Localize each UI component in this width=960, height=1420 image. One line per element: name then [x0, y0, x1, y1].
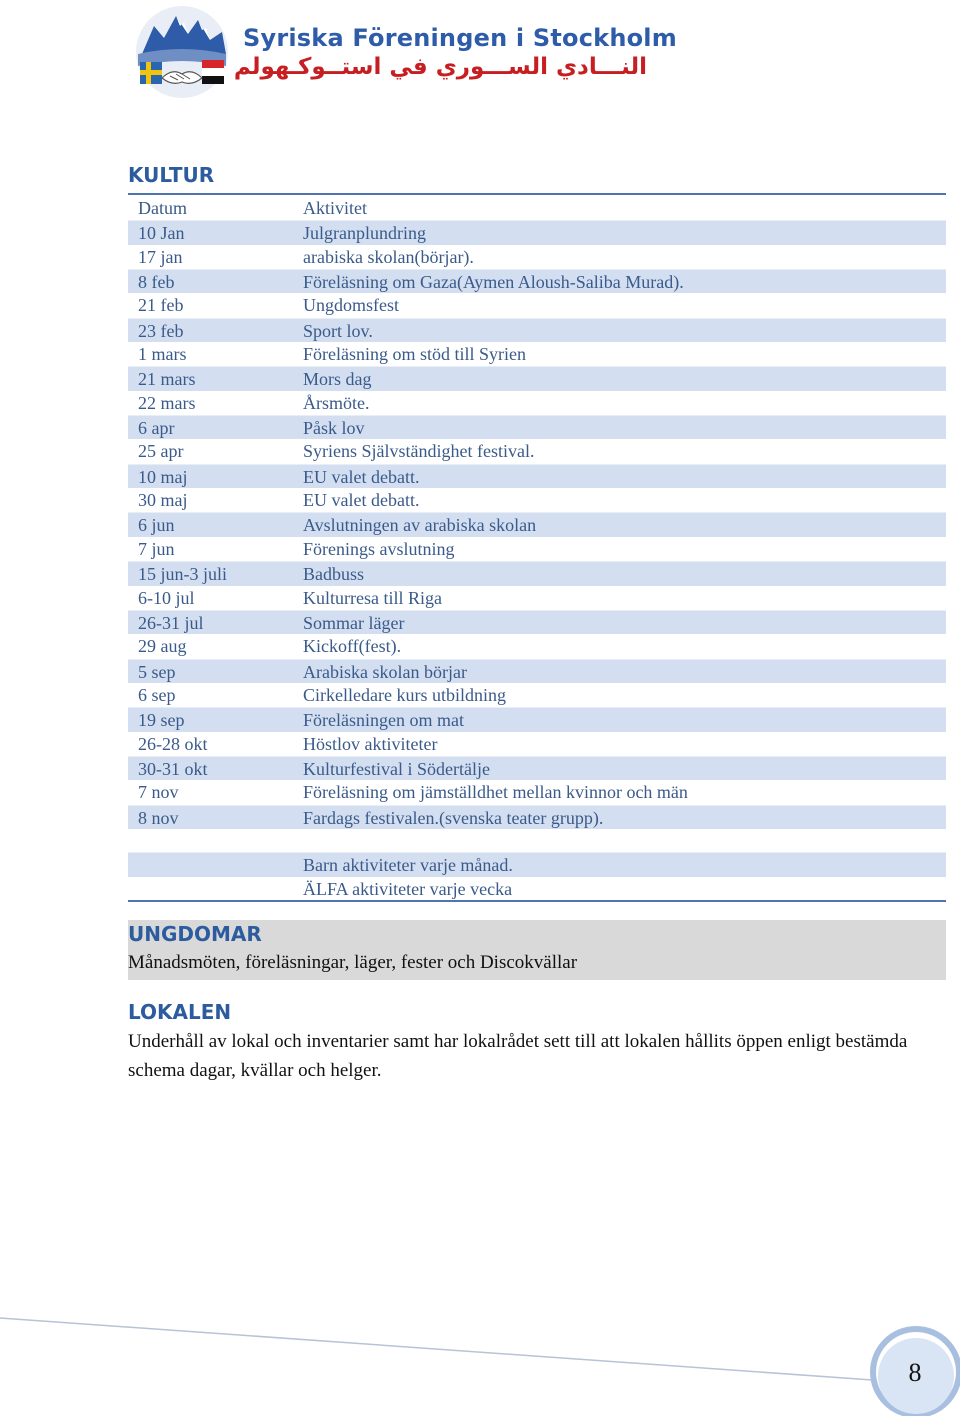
table-row: [128, 805, 946, 829]
kultur-bottom-rule: [128, 900, 946, 902]
row-activity: Föreläsning om jämställdhet mellan kvinnor och män: [303, 782, 688, 803]
row-activity: Kickoff(fest).: [303, 636, 402, 657]
row-activity: ÄLFA aktiviteter varje vecka: [303, 879, 513, 899]
ungdomar-heading: UNGDOMAR: [128, 922, 262, 946]
table-row: [128, 512, 946, 536]
table-header: [128, 196, 946, 220]
table-row: [128, 877, 946, 902]
kultur-heading: KULTUR: [128, 163, 215, 187]
table-row: [128, 391, 946, 415]
row-activity: Kulturfestival i Södertälje: [303, 758, 490, 779]
kultur-top-rule: [128, 193, 946, 195]
org-name-swedish: Syriska Föreningen i Stockholm: [243, 24, 677, 52]
table-row: [128, 342, 946, 366]
table-row: [128, 415, 946, 439]
column-header-date: Datum: [138, 198, 187, 218]
kultur-table: [128, 196, 946, 829]
row-activity: Kulturresa till Riga: [303, 587, 442, 608]
row-date: 6 jun: [138, 515, 175, 536]
row-activity: Höstlov aktiviteter: [303, 733, 438, 754]
row-date: 6-10 jul: [138, 587, 195, 608]
row-date: 10 Jan: [138, 223, 185, 244]
table-row: [128, 537, 946, 561]
row-activity: Syriens Självständighet festival.: [303, 441, 535, 462]
table-row: [128, 780, 946, 804]
table-row: [128, 561, 946, 585]
row-activity: Ungdomsfest: [303, 295, 399, 316]
row-activity: Cirkelledare kurs utbildning: [303, 684, 506, 705]
logo: [132, 4, 232, 100]
table-row: [128, 683, 946, 707]
table-row: [128, 245, 946, 269]
row-activity: Årsmöte.: [303, 392, 370, 413]
table-row: [128, 610, 946, 634]
row-activity: Barn aktiviteter varje månad.: [303, 855, 513, 875]
row-date: 7 jun: [138, 538, 175, 559]
row-date: 30 maj: [138, 490, 188, 511]
lokalen-heading: LOKALEN: [128, 1000, 232, 1024]
row-activity: Avslutningen av arabiska skolan: [303, 515, 537, 536]
row-date: 8 feb: [138, 272, 175, 293]
row-activity: Fardags festivalen.(svenska teater grupp).: [303, 807, 604, 828]
table-row: [128, 488, 946, 512]
row-date: 29 aug: [138, 636, 187, 657]
table-row: [128, 659, 946, 683]
org-name-arabic: النـــادي الســـوري في استــوكـهولم: [233, 54, 647, 80]
table-row: [128, 707, 946, 731]
row-date: 22 mars: [138, 392, 196, 413]
row-activity: Påsk lov: [303, 418, 365, 439]
table-row: [128, 732, 946, 756]
row-date: 25 apr: [138, 441, 184, 462]
row-date: 6 sep: [138, 684, 176, 705]
row-date: 21 mars: [138, 369, 196, 390]
page-number: 8: [908, 1358, 922, 1387]
ungdomar-text: Månadsmöten, föreläsningar, läger, fester och Discokvällar: [128, 952, 578, 973]
row-activity: Julgranplundring: [303, 223, 426, 244]
row-date: 17 jan: [138, 246, 183, 267]
row-date: 7 nov: [138, 782, 179, 803]
row-activity: EU valet debatt.: [303, 466, 420, 487]
lokalen-text: Underhåll av lokal och inventarier samt har lokalrådet sett till att lokalen hållits öppen enligt bestämda schema dagar, kvällar och helger.: [128, 1031, 908, 1081]
row-date: 30-31 okt: [138, 758, 208, 779]
column-header-activity: Aktivitet: [303, 198, 367, 218]
row-date: 1 mars: [138, 344, 187, 365]
row-date: 21 feb: [138, 295, 184, 316]
row-date: 15 jun-3 juli: [138, 564, 227, 585]
row-date: 26-31 jul: [138, 612, 204, 633]
row-activity: arabiska skolan(börjar).: [303, 246, 474, 267]
table-row: [128, 852, 946, 877]
row-activity: Arabiska skolan börjar: [303, 661, 467, 682]
row-date: 26-28 okt: [138, 733, 208, 754]
row-activity: Föreläsning om Gaza(Aymen Aloush-Saliba Murad).: [303, 272, 684, 293]
row-activity: Badbuss: [303, 564, 365, 585]
row-date: 5 sep: [138, 661, 176, 682]
kultur-extra-table: [128, 852, 946, 902]
table-row: [128, 293, 946, 317]
table-row: [128, 220, 946, 244]
row-activity: Sport lov.: [303, 320, 373, 341]
table-row: [128, 366, 946, 390]
row-date: 6 apr: [138, 418, 175, 439]
table-row: [128, 439, 946, 463]
row-activity: Föreläsningen om mat: [303, 710, 464, 731]
table-row: [128, 586, 946, 610]
table-row: [128, 634, 946, 658]
row-date: 10 maj: [138, 466, 188, 487]
row-date: 8 nov: [138, 807, 179, 828]
row-date: 23 feb: [138, 320, 184, 341]
table-row: [128, 269, 946, 293]
row-activity: Föreläsning om stöd till Syrien: [303, 344, 526, 365]
row-date: 19 sep: [138, 710, 185, 731]
table-row: [128, 318, 946, 342]
row-activity: Förenings avslutning: [303, 538, 455, 559]
row-activity: Mors dag: [303, 369, 372, 390]
table-row: [128, 756, 946, 780]
row-activity: Sommar läger: [303, 612, 405, 633]
row-activity: EU valet debatt.: [303, 490, 420, 511]
table-row: [128, 464, 946, 488]
footer-divider-line: [0, 1300, 960, 1420]
